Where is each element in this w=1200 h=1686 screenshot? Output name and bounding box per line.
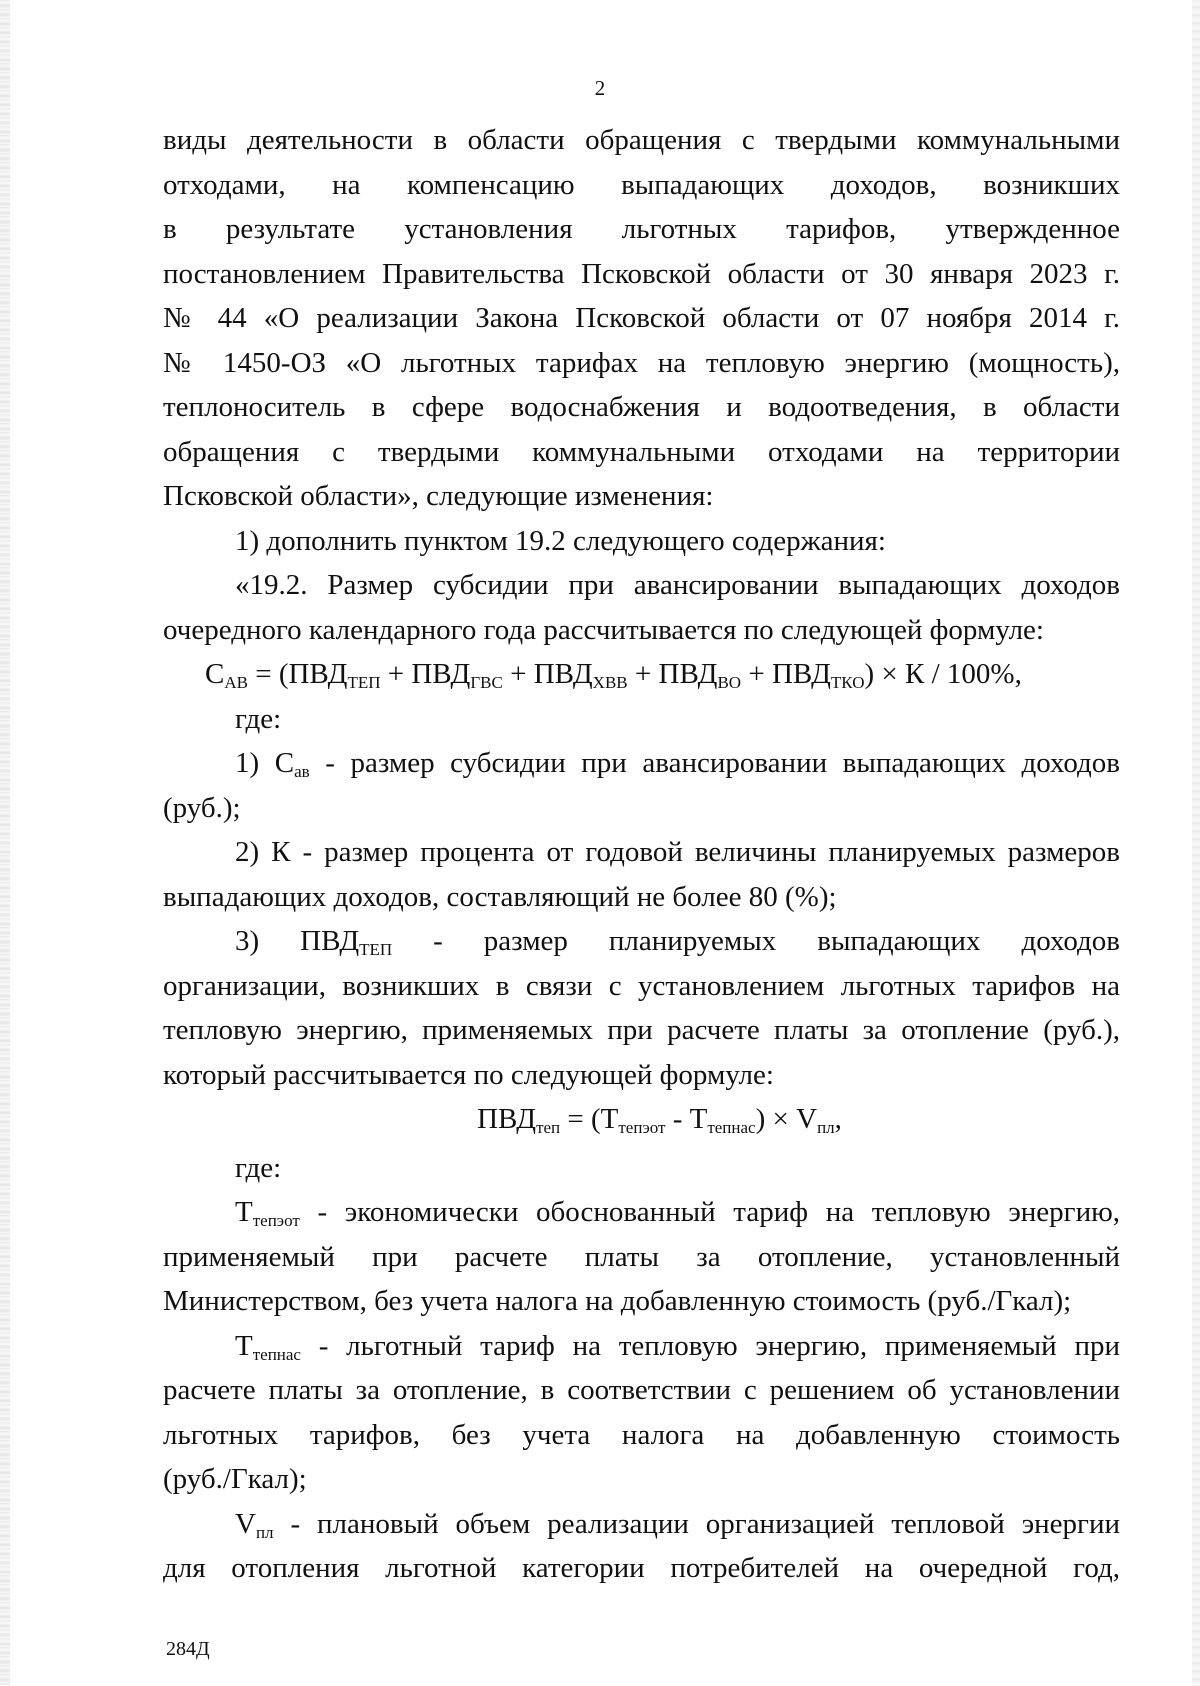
text-line: выпадающих доходов, составляющий не более 80 (%); (163, 880, 837, 913)
page-number: 2 (594, 76, 606, 100)
document-body (163, 118, 1120, 1591)
text-line: (руб./Гкал); (163, 1463, 307, 1495)
formula-subsidy: $С_{АВ} = (ПВД_{ТЕП} + ПВД_{ГВС} + ПВД_{ХВВ} + ПВД_{ВО} + ПВД_{ТКО}) \times К / 100\%$, (205, 658, 1022, 692)
text-line: 2) К - размер процента от годовой величины планируемых размеров (235, 836, 1120, 868)
scan-edge-right (1192, 0, 1200, 1686)
definition-v-pl: $V_{пл}$ - плановый объем реализации организацией тепловой энергии для отопления льготной категории потребителей на очередной год, (163, 1502, 1120, 1591)
text-line: обращения с твердыми коммунальными отходами на территории (163, 435, 1120, 468)
text-line: Министерством, без учета налога на добавленную стоимость (руб./Гкал); (163, 1285, 1072, 1317)
text-line: тепловую энергию, применяемых при расчете платы за отопление (руб.), (163, 1014, 1120, 1046)
definition-c-av: 1) $С_{ав}$ - размер субсидии при авансировании выпадающих доходов (руб.); (163, 741, 1120, 830)
paragraph-intro (163, 118, 1120, 519)
text-line: расчете платы за отопление, в соответствии с решением об установлении (163, 1374, 1120, 1406)
definition-k (163, 830, 1120, 919)
scan-edge-left (0, 0, 10, 1686)
text-line: в результате установления льготных тарифов, утвержденное (163, 213, 1120, 245)
where-label: где: (235, 702, 282, 735)
text-line: организации, возникших в связи с установлением льготных тарифов на (163, 969, 1120, 1002)
text-line: «19.2. Размер субсидии при авансировании выпадающих доходов (235, 569, 1120, 601)
where-label: где: (235, 1151, 282, 1184)
text-line: льготных тарифов, без учета налога на добавленную стоимость (163, 1418, 1120, 1451)
definition-pvd-tep: 3) $ПВД_{ТЕП}$ - размер планируемых выпадающих доходов организации, возникших в связи с установлением льготных тарифов на тепловую энергию, применяемых при расчете платы за отопление (руб.), который рассчитывается по следующей формуле: (163, 919, 1120, 1097)
text-line: № 44 «О реализации Закона Псковской области от 07 ноября 2014 г. (163, 302, 1120, 334)
text-line: № 1450-ОЗ «О льготных тарифах на тепловую энергию (мощность), (163, 346, 1120, 379)
paragraph-amendment: 1) дополнить пунктом 19.2 следующего содержания: (235, 524, 886, 557)
text-line: (руб.); (163, 791, 241, 824)
paragraph-clause-19-2 (163, 563, 1120, 652)
text-line: Псковской области», следующие изменения: (163, 480, 714, 512)
text-line: очередного календарного года рассчитывается по следующей формуле: (163, 613, 1044, 646)
text-line: виды деятельности в области обращения с твердыми коммунальными (163, 124, 1120, 156)
text-line: который рассчитывается по следующей формуле: (163, 1058, 774, 1091)
formula-pvd-tep: $ПВД_{теп} = (Т_{тепэот} - Т_{тепнас}) \times V_{пл}$, (477, 1103, 842, 1137)
definition-t-tepnas: $Т_{тепнас}$ - льготный тариф на тепловую энергию, применяемый при расчете платы за отопление, в соответствии с решением об установлении льготных тарифов, без учета налога на добавленную стоимость (руб./Гкал); (163, 1324, 1120, 1502)
text-line: применяемый при расчете платы за отопление, установленный (163, 1240, 1120, 1273)
definition-t-tepeot: $Т_{тепэот}$ - экономически обоснованный тариф на тепловую энергию, применяемый при расчете платы за отопление, установленный Министерством, без учета налога на добавленную стоимость (руб./Гкал); (163, 1190, 1120, 1324)
document-code: 284Д (166, 1638, 210, 1660)
text-line: для отопления льготной категории потребителей на очередной год, (163, 1552, 1120, 1584)
text-line: теплоноситель в сфере водоснабжения и водоотведения, в области (163, 391, 1120, 423)
text-line: отходами, на компенсацию выпадающих доходов, возникших (163, 168, 1120, 201)
text-line: постановлением Правительства Псковской области от 30 января 2023 г. (163, 257, 1120, 290)
